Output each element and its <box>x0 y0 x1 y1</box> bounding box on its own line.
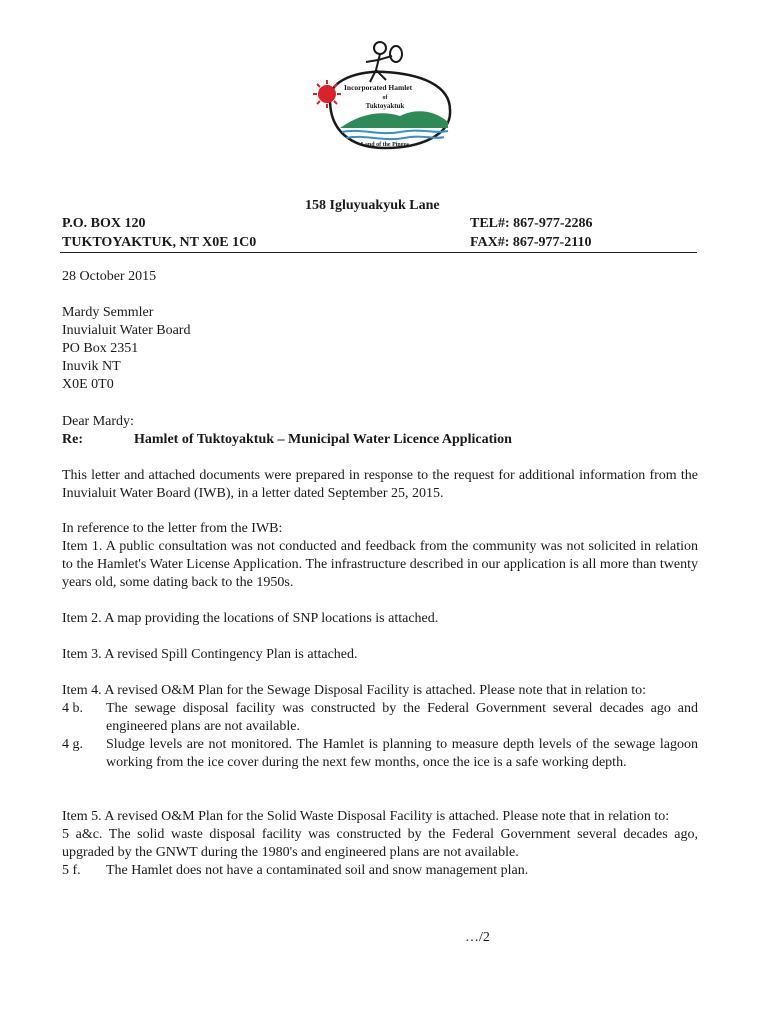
recipient-block <box>62 304 698 394</box>
city-postal: TUKTOYAKTUK, NT X0E 1C0 <box>62 235 257 250</box>
re-subject: Hamlet of Tuktoyaktuk – Municipal Water Licence Application <box>134 432 512 447</box>
item-4g <box>62 736 698 772</box>
po-box: P.O. BOX 120 <box>62 216 146 231</box>
recipient-org: Inuvialuit Water Board <box>62 323 191 338</box>
item-4b <box>62 700 698 736</box>
logo-text-bottom: Land of the Pingos <box>360 142 410 148</box>
fax: FAX#: 867-977-2110 <box>470 235 592 250</box>
item-1: Item 1. A public consultation was not conducted and feedback from the community was not solicited in relation to the Hamlet's Water License Application. The infrastructure described in our application is all more than twenty years old, some dating back to the 1950s. <box>62 539 698 590</box>
paragraph-item1 <box>62 520 698 592</box>
telephone: TEL#: 867-977-2286 <box>470 216 593 231</box>
re-label: Re: <box>62 432 83 447</box>
letter-date: 28 October 2015 <box>62 269 157 284</box>
item-3: Item 3. A revised Spill Contingency Plan is attached. <box>62 647 358 662</box>
item-4b-text: The sewage disposal facility was constructed by the Federal Government several decades ago and engineered plans are not available. <box>106 701 698 734</box>
street-address: 158 Igluyuakyuk Lane <box>305 198 440 213</box>
item-4-intro: Item 4. A revised O&M Plan for the Sewage Disposal Facility is attached. Please note that in relation to: <box>62 683 646 698</box>
page-continuation-marker: …/2 <box>465 930 490 945</box>
paragraph-item4 <box>62 682 698 772</box>
mailing-address <box>62 214 256 252</box>
header-divider <box>60 252 697 253</box>
item-4g-text: Sludge levels are not monitored. The Hamlet is planning to measure depth levels of the sewage lagoon working from the ice cover during the next few months, once the ice is a safe working depth. <box>106 737 698 770</box>
salutation: Dear Mardy: <box>62 414 134 429</box>
paragraph-intro: This letter and attached documents were prepared in response to the request for additional information from the Inuvialuit Water Board (IWB), in a letter dated September 25, 2015. <box>62 468 698 501</box>
hamlet-logo <box>300 30 470 165</box>
item-5f-text: The Hamlet does not have a contaminated soil and snow management plan. <box>106 863 529 878</box>
item-4b-number: 4 b. <box>62 701 83 716</box>
contact-numbers <box>470 214 593 252</box>
item-4g-number: 4 g. <box>62 737 83 752</box>
recipient-box: PO Box 2351 <box>62 341 139 356</box>
item-5f <box>62 862 698 880</box>
subject-line <box>62 431 512 449</box>
paragraph-item5 <box>62 808 698 880</box>
recipient-name: Mardy Semmler <box>62 305 154 320</box>
item-2: Item 2. A map providing the locations of SNP locations is attached. <box>62 611 439 626</box>
logo-text-name: Tuktoyaktuk <box>365 102 405 110</box>
dancer-figure-icon <box>366 42 402 82</box>
iwb-reference: In reference to the letter from the IWB: <box>62 521 283 536</box>
item-5ac: 5 a&c. The solid waste disposal facility was constructed by the Federal Government several decades ago, upgraded by the GNWT during the 1980's and engineered plans are not available. <box>62 827 698 860</box>
logo-text-of: of <box>382 95 388 101</box>
logo-text-top: Incorporated Hamlet <box>344 83 413 92</box>
sun-icon <box>313 80 341 108</box>
recipient-town: Inuvik NT <box>62 359 121 374</box>
item-5f-number: 5 f. <box>62 863 81 878</box>
recipient-postal: X0E 0T0 <box>62 377 114 392</box>
item-5-intro: Item 5. A revised O&M Plan for the Solid Waste Disposal Facility is attached. Please note that in relation to: <box>62 809 670 824</box>
